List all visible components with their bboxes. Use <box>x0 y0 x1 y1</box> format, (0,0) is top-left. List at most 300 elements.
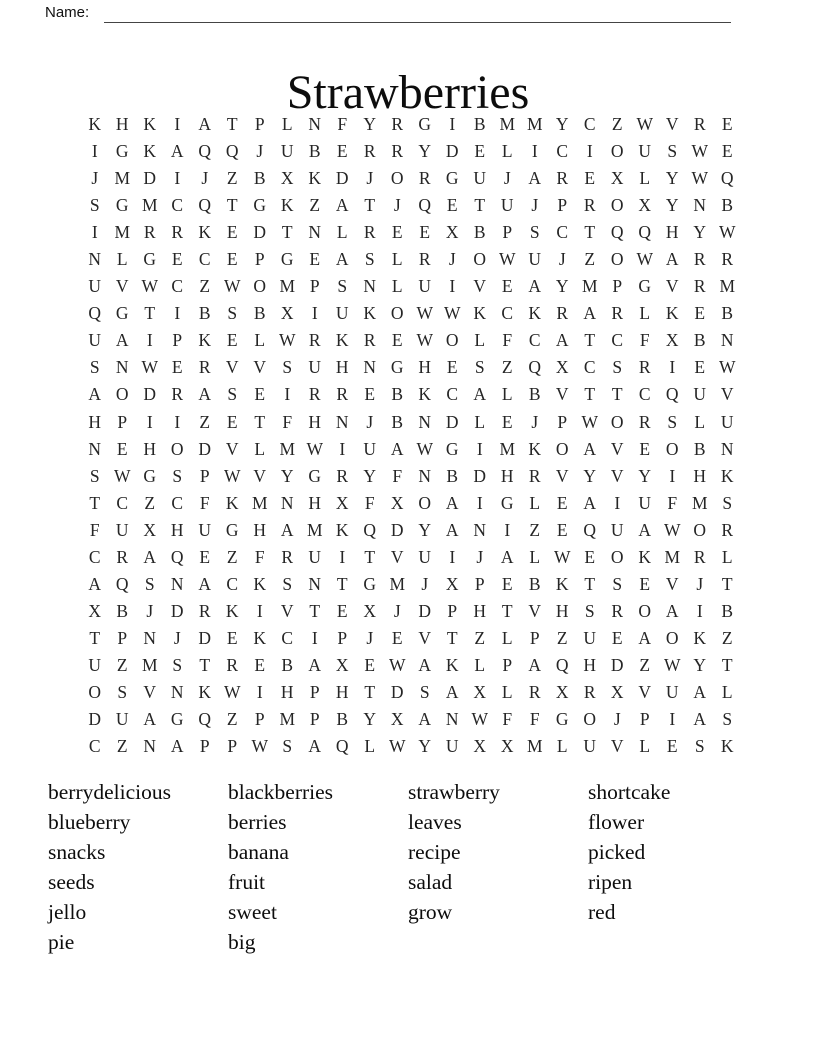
grid-cell: Z <box>116 736 128 757</box>
grid-cell: F <box>254 546 265 567</box>
grid-cell: C <box>528 330 541 351</box>
grid-cell: A <box>335 195 349 216</box>
grid-cell: Z <box>529 519 541 540</box>
grid-cell: A <box>500 546 514 567</box>
grid-cell: W <box>691 141 709 162</box>
grid-cell: U <box>88 276 102 297</box>
grid-cell: D <box>170 600 184 621</box>
word-list-item: fruit <box>228 870 266 894</box>
grid-cell: J <box>393 600 401 621</box>
grid-cell: K <box>253 627 267 648</box>
grid-cell: T <box>474 195 486 216</box>
grid-cell: Z <box>721 627 733 648</box>
grid-cell: A <box>390 438 404 459</box>
grid-cell: B <box>198 303 211 324</box>
grid-cell: W <box>306 438 324 459</box>
grid-cell: T <box>226 195 238 216</box>
grid-cell: E <box>639 573 651 594</box>
grid-cell: K <box>363 303 377 324</box>
grid-cell: M <box>114 222 131 243</box>
grid-cell: U <box>115 519 129 540</box>
grid-cell: U <box>445 736 459 757</box>
grid-cell: J <box>91 168 99 189</box>
grid-cell: A <box>418 654 432 675</box>
grid-cell: O <box>418 492 432 513</box>
grid-cell: K <box>693 627 707 648</box>
grid-cell: C <box>226 573 239 594</box>
grid-cell: F <box>337 114 348 135</box>
grid-cell: I <box>449 546 456 567</box>
grid-cell: Q <box>198 709 212 730</box>
grid-cell: R <box>556 303 569 324</box>
grid-cell: Q <box>583 519 597 540</box>
grid-cell: L <box>364 736 376 757</box>
grid-cell: G <box>638 276 652 297</box>
grid-cell: L <box>116 249 128 270</box>
word-list-item: berries <box>228 810 287 834</box>
grid-cell: R <box>363 141 376 162</box>
grid-cell: E <box>501 573 513 594</box>
grid-cell: K <box>528 303 542 324</box>
grid-cell: N <box>308 114 322 135</box>
grid-cell: W <box>636 114 654 135</box>
grid-cell: S <box>474 357 485 378</box>
grid-cell: I <box>339 546 346 567</box>
grid-cell: G <box>555 709 569 730</box>
grid-cell: Q <box>170 546 184 567</box>
grid-cell: O <box>473 249 487 270</box>
grid-cell: H <box>473 600 487 621</box>
grid-cell: K <box>143 141 157 162</box>
grid-cell: O <box>390 303 404 324</box>
grid-cell: E <box>309 249 321 270</box>
grid-cell: K <box>335 330 349 351</box>
grid-cell: E <box>391 222 403 243</box>
word-list-item: recipe <box>408 840 461 864</box>
grid-cell: Y <box>363 114 377 135</box>
grid-cell: I <box>669 465 676 486</box>
grid-cell: B <box>391 411 404 432</box>
grid-cell: L <box>391 249 403 270</box>
grid-cell: I <box>174 114 181 135</box>
grid-cell: Q <box>88 303 102 324</box>
grid-cell: E <box>721 114 733 135</box>
grid-cell: H <box>308 411 322 432</box>
grid-cell: M <box>499 114 516 135</box>
grid-cell: Q <box>665 384 679 405</box>
grid-cell: L <box>281 114 293 135</box>
grid-cell: E <box>364 654 376 675</box>
grid-cell: X <box>500 736 514 757</box>
grid-cell: V <box>473 276 487 297</box>
grid-cell: U <box>335 303 349 324</box>
grid-cell: O <box>665 438 679 459</box>
grid-cell: R <box>583 195 596 216</box>
grid-cell: W <box>581 411 599 432</box>
grid-cell: E <box>666 736 678 757</box>
grid-cell: W <box>388 736 406 757</box>
grid-cell: G <box>280 249 294 270</box>
grid-cell: X <box>88 600 102 621</box>
grid-cell: T <box>721 573 733 594</box>
grid-cell: E <box>446 195 458 216</box>
grid-cell: W <box>223 682 241 702</box>
grid-cell: E <box>611 627 623 648</box>
grid-cell: H <box>500 465 514 486</box>
grid-cell: J <box>558 249 566 270</box>
grid-cell: I <box>449 114 456 135</box>
grid-cell: Z <box>501 357 513 378</box>
grid-cell: U <box>280 141 294 162</box>
grid-cell: E <box>226 222 238 243</box>
grid-cell: C <box>501 303 514 324</box>
grid-cell: F <box>282 411 293 432</box>
grid-cell: U <box>308 357 322 378</box>
grid-cell: H <box>253 519 267 540</box>
grid-cell: Z <box>199 276 211 297</box>
grid-cell: O <box>693 519 707 540</box>
grid-cell: N <box>170 573 184 594</box>
grid-cell: R <box>418 249 431 270</box>
grid-cell: E <box>254 384 266 405</box>
grid-cell: E <box>336 600 348 621</box>
grid-cell: W <box>278 330 296 351</box>
grid-cell: A <box>473 384 487 405</box>
grid-cell: B <box>528 573 541 594</box>
grid-cell: L <box>254 330 266 351</box>
grid-cell: B <box>721 303 734 324</box>
grid-cell: S <box>722 709 733 730</box>
grid-cell: B <box>473 222 486 243</box>
grid-cell: A <box>445 682 459 702</box>
grid-cell: K <box>445 654 459 675</box>
grid-cell: H <box>583 654 597 675</box>
grid-cell: W <box>636 249 654 270</box>
grid-cell: Q <box>720 168 734 189</box>
word-list-item: berrydelicious <box>48 780 171 804</box>
grid-cell: Z <box>144 492 156 513</box>
grid-cell: W <box>388 654 406 675</box>
grid-cell: C <box>583 114 596 135</box>
grid-cell: N <box>693 195 707 216</box>
grid-cell: T <box>89 627 101 648</box>
grid-cell: R <box>308 384 321 405</box>
grid-cell: J <box>256 141 264 162</box>
grid-cell: D <box>445 411 459 432</box>
grid-cell: Q <box>555 654 569 675</box>
grid-cell: X <box>363 600 377 621</box>
grid-cell: A <box>308 736 322 757</box>
grid-cell: I <box>504 519 511 540</box>
grid-cell: C <box>88 736 101 757</box>
grid-cell: C <box>556 141 569 162</box>
grid-cell: B <box>721 195 734 216</box>
grid-cell: S <box>117 682 128 702</box>
grid-cell: A <box>335 249 349 270</box>
grid-cell: Q <box>335 736 349 757</box>
grid-cell: V <box>610 465 624 486</box>
grid-cell: T <box>254 411 266 432</box>
grid-cell: G <box>363 573 377 594</box>
grid-cell: C <box>171 276 184 297</box>
grid-cell: N <box>363 357 377 378</box>
grid-cell: X <box>335 492 349 513</box>
grid-cell: W <box>251 736 269 757</box>
grid-cell: B <box>116 600 129 621</box>
grid-cell: D <box>610 654 624 675</box>
grid-cell: E <box>171 357 183 378</box>
grid-cell: R <box>308 330 321 351</box>
grid-cell: K <box>473 303 487 324</box>
grid-cell: W <box>223 465 241 486</box>
grid-cell: H <box>143 438 157 459</box>
grid-cell: K <box>308 168 322 189</box>
grid-cell: M <box>389 573 406 594</box>
grid-cell: A <box>143 546 157 567</box>
grid-cell: H <box>335 682 349 702</box>
grid-cell: Y <box>418 141 432 162</box>
grid-cell: I <box>174 168 181 189</box>
grid-cell: W <box>443 303 461 324</box>
grid-cell: E <box>556 492 568 513</box>
grid-cell: X <box>610 682 624 702</box>
grid-cell: X <box>555 682 569 702</box>
grid-cell: I <box>91 222 98 243</box>
grid-cell: N <box>418 411 432 432</box>
grid-cell: I <box>476 492 483 513</box>
word-search-grid <box>81 111 741 760</box>
grid-cell: R <box>528 465 541 486</box>
grid-cell: X <box>390 492 404 513</box>
grid-cell: O <box>610 411 624 432</box>
grid-cell: O <box>115 384 129 405</box>
grid-cell: C <box>116 492 129 513</box>
grid-cell: R <box>363 222 376 243</box>
grid-cell: R <box>528 682 541 702</box>
grid-cell: W <box>223 276 241 297</box>
grid-cell: R <box>198 600 211 621</box>
word-list-item: blackberries <box>228 780 334 804</box>
grid-cell: L <box>721 682 733 702</box>
grid-cell: V <box>665 114 679 135</box>
word-list-item: grow <box>408 900 453 924</box>
grid-cell: R <box>693 114 706 135</box>
grid-cell: G <box>445 168 459 189</box>
grid-cell: E <box>639 438 651 459</box>
grid-cell: S <box>282 357 293 378</box>
grid-cell: N <box>280 492 294 513</box>
grid-cell: F <box>529 709 540 730</box>
grid-cell: P <box>557 411 568 432</box>
grid-cell: H <box>665 222 679 243</box>
grid-cell: W <box>663 519 681 540</box>
grid-cell: A <box>308 654 322 675</box>
grid-cell: Y <box>363 465 377 486</box>
grid-cell: A <box>693 682 707 702</box>
grid-cell: E <box>254 654 266 675</box>
grid-cell: O <box>610 141 624 162</box>
grid-cell: E <box>391 330 403 351</box>
grid-cell: E <box>584 168 596 189</box>
grid-cell: K <box>280 195 294 216</box>
grid-cell: T <box>89 492 101 513</box>
grid-cell: E <box>336 141 348 162</box>
grid-cell: O <box>170 438 184 459</box>
grid-cell: M <box>141 195 158 216</box>
grid-cell: B <box>473 114 486 135</box>
grid-cell: L <box>529 546 541 567</box>
grid-cell: L <box>501 682 513 702</box>
grid-cell: S <box>172 654 183 675</box>
grid-cell: U <box>363 438 377 459</box>
grid-cell: U <box>528 249 542 270</box>
word-list-item: snacks <box>48 840 106 864</box>
grid-cell: Y <box>638 465 652 486</box>
grid-cell: X <box>473 736 487 757</box>
grid-cell: A <box>170 141 184 162</box>
grid-cell: B <box>721 600 734 621</box>
grid-cell: S <box>172 465 183 486</box>
grid-cell: A <box>198 114 212 135</box>
grid-cell: Y <box>418 736 432 757</box>
grid-cell: H <box>308 492 322 513</box>
grid-cell: C <box>446 384 459 405</box>
grid-cell: C <box>583 357 596 378</box>
grid-cell: H <box>418 357 432 378</box>
grid-cell: A <box>280 519 294 540</box>
grid-cell: U <box>115 709 129 730</box>
grid-cell: T <box>446 627 458 648</box>
grid-cell: J <box>173 627 181 648</box>
grid-cell: S <box>529 222 540 243</box>
grid-cell: U <box>583 736 597 757</box>
grid-cell: V <box>253 357 267 378</box>
grid-cell: R <box>638 411 651 432</box>
grid-cell: U <box>665 682 679 702</box>
grid-cell: E <box>226 411 238 432</box>
grid-cell: Y <box>583 465 597 486</box>
grid-cell: F <box>502 709 513 730</box>
grid-cell: T <box>584 330 596 351</box>
grid-cell: G <box>308 465 322 486</box>
grid-cell: M <box>279 438 296 459</box>
grid-cell: H <box>555 600 569 621</box>
grid-cell: I <box>669 709 676 730</box>
grid-cell: Q <box>115 573 129 594</box>
grid-cell: K <box>198 222 212 243</box>
grid-cell: Z <box>611 114 623 135</box>
grid-cell: B <box>308 141 321 162</box>
grid-cell: I <box>284 384 291 405</box>
word-list-item: banana <box>228 840 289 864</box>
grid-cell: J <box>366 411 374 432</box>
grid-cell: O <box>390 168 404 189</box>
grid-cell: Q <box>198 141 212 162</box>
grid-cell: Y <box>665 168 679 189</box>
grid-cell: P <box>254 114 265 135</box>
grid-cell: J <box>366 168 374 189</box>
grid-cell: P <box>117 627 128 648</box>
grid-cell: B <box>446 465 459 486</box>
word-list-item: blueberry <box>48 810 131 834</box>
grid-cell: B <box>528 384 541 405</box>
grid-cell: N <box>720 438 734 459</box>
grid-cell: U <box>88 654 102 675</box>
grid-cell: Y <box>693 654 707 675</box>
grid-cell: P <box>337 627 348 648</box>
grid-cell: T <box>611 384 623 405</box>
grid-cell: P <box>172 330 183 351</box>
grid-cell: A <box>445 519 459 540</box>
grid-cell: I <box>669 357 676 378</box>
name-blank-line <box>104 2 731 23</box>
grid-cell: K <box>143 114 157 135</box>
grid-cell: W <box>416 303 434 324</box>
grid-cell: W <box>141 276 159 297</box>
grid-cell: Q <box>638 222 652 243</box>
grid-cell: I <box>586 141 593 162</box>
grid-cell: K <box>253 573 267 594</box>
grid-cell: S <box>89 195 100 216</box>
grid-cell: L <box>501 627 513 648</box>
grid-cell: O <box>610 195 624 216</box>
grid-cell: M <box>526 736 543 757</box>
grid-cell: A <box>198 384 212 405</box>
grid-cell: T <box>281 222 293 243</box>
word-list-item: sweet <box>228 900 277 924</box>
grid-cell: R <box>721 249 734 270</box>
grid-cell: I <box>256 600 263 621</box>
grid-cell: A <box>88 573 102 594</box>
grid-cell: K <box>638 546 652 567</box>
grid-cell: Z <box>556 627 568 648</box>
grid-cell: X <box>280 303 294 324</box>
grid-cell: S <box>612 573 623 594</box>
grid-cell: R <box>143 222 156 243</box>
grid-cell: K <box>225 492 239 513</box>
word-list-item: big <box>228 930 256 954</box>
grid-cell: S <box>144 573 155 594</box>
grid-cell: C <box>611 330 624 351</box>
word-list-item: strawberry <box>408 780 500 804</box>
grid-cell: G <box>500 492 514 513</box>
word-list-item: jello <box>48 900 87 924</box>
grid-cell: R <box>693 546 706 567</box>
grid-cell: E <box>584 546 596 567</box>
grid-cell: H <box>693 465 707 486</box>
grid-cell: K <box>225 600 239 621</box>
grid-cell: P <box>529 627 540 648</box>
grid-cell: S <box>227 303 238 324</box>
grid-cell: B <box>391 384 404 405</box>
grid-cell: U <box>500 195 514 216</box>
grid-cell: G <box>253 195 267 216</box>
grid-cell: R <box>638 357 651 378</box>
grid-cell: M <box>279 709 296 730</box>
grid-cell: K <box>720 465 734 486</box>
grid-cell: J <box>393 195 401 216</box>
grid-cell: R <box>418 168 431 189</box>
grid-cell: T <box>584 384 596 405</box>
grid-cell: A <box>638 627 652 648</box>
grid-cell: K <box>88 114 102 135</box>
word-list-item: red <box>588 900 616 924</box>
grid-cell: R <box>171 222 184 243</box>
grid-cell: D <box>390 519 404 540</box>
grid-cell: U <box>308 546 322 567</box>
grid-cell: D <box>198 438 212 459</box>
grid-cell: X <box>555 357 569 378</box>
